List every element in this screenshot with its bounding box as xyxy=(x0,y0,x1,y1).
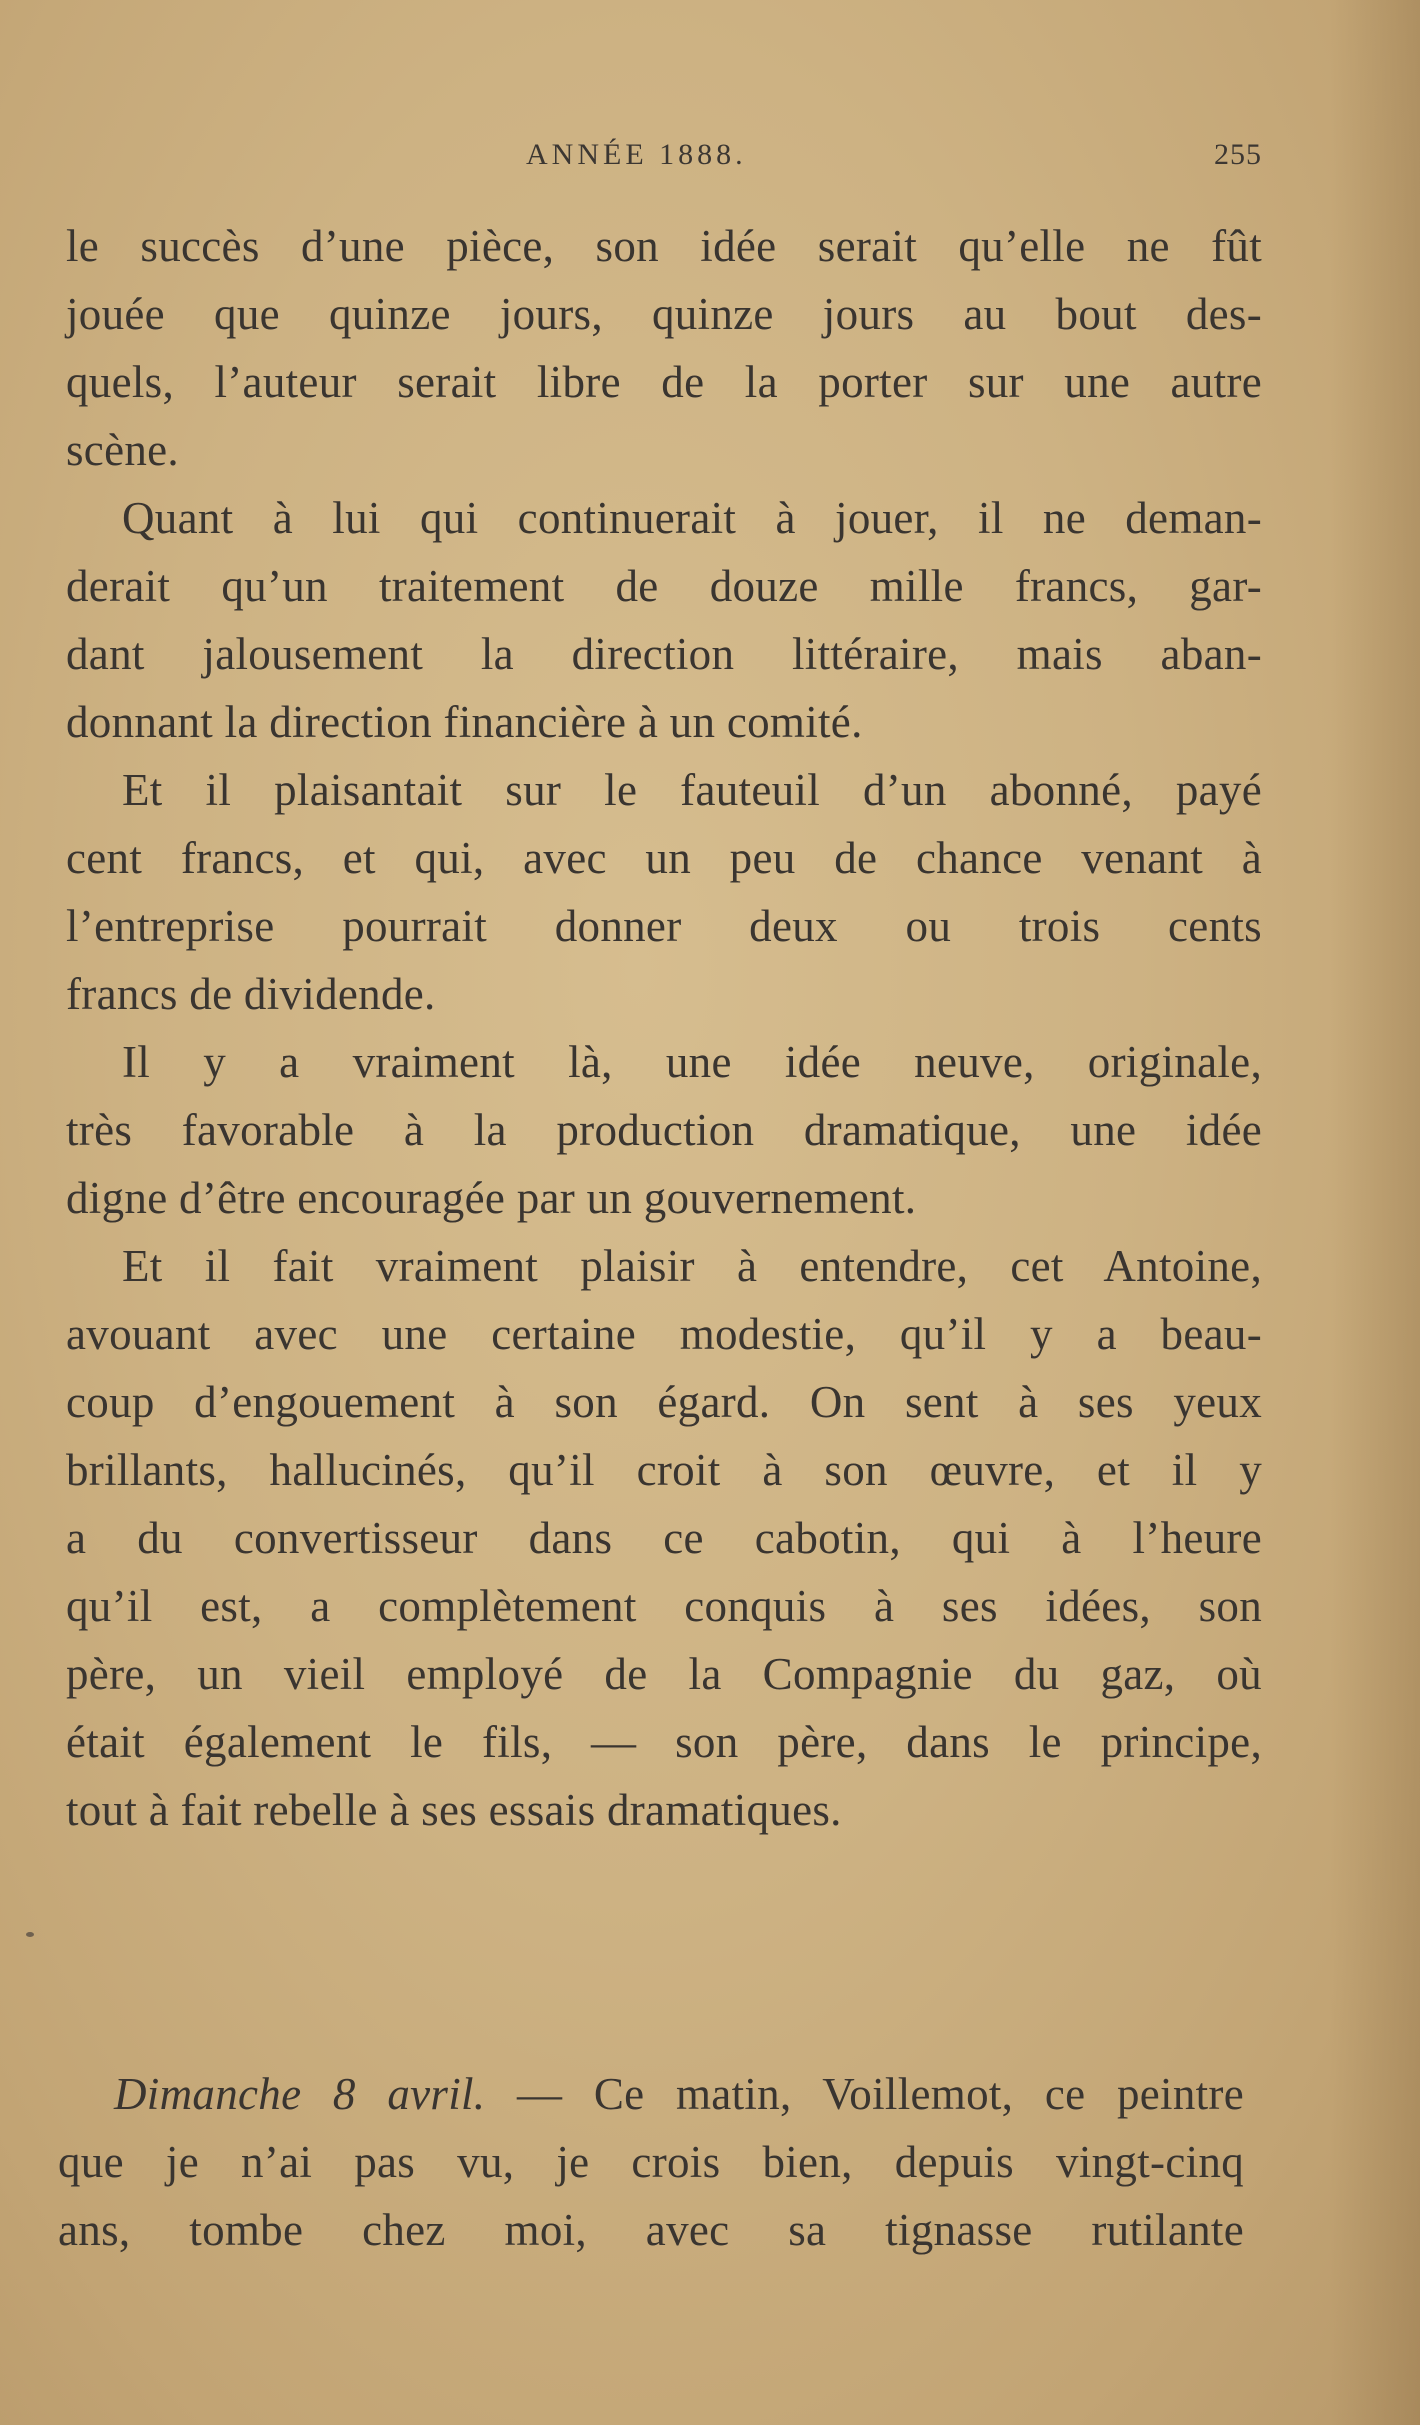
text-line: le succès d’une pièce, son idée serait qu’elle ne fût xyxy=(66,221,1262,271)
paragraph xyxy=(66,212,1262,484)
entry-first-line-text: — Ce matin, Voillemot, ce peintre xyxy=(485,2069,1244,2119)
text-line: l’entreprise pourrait donner deux ou trois cents xyxy=(66,901,1262,951)
page-edge-shadow xyxy=(1330,0,1420,2425)
text-line: Et il fait vraiment plaisir à entendre, cet Antoine, xyxy=(122,1241,1262,1291)
text-line: donnant la direction financière à un comité. xyxy=(66,697,863,747)
paragraph xyxy=(66,756,1262,1028)
text-line: avouant avec une certaine modestie, qu’il y a beau- xyxy=(66,1309,1262,1359)
text-line: Et il plaisantait sur le fauteuil d’un abonné, payé xyxy=(122,765,1262,815)
text-line: dant jalousement la direction littéraire, mais aban- xyxy=(66,629,1262,679)
text-line: père, un vieil employé de la Compagnie du gaz, où xyxy=(66,1649,1262,1699)
text-line: cent francs, et qui, avec un peu de chance venant à xyxy=(66,833,1262,883)
text-line: digne d’être encouragée par un gouvernement. xyxy=(66,1173,917,1223)
text-line: était également le fils, — son père, dans le principe, xyxy=(66,1717,1262,1767)
text-line: a du convertisseur dans ce cabotin, qui à l’heure xyxy=(66,1513,1262,1563)
paragraph xyxy=(66,1028,1262,1232)
ink-speck xyxy=(26,1932,34,1937)
text-line: ans, tombe chez moi, avec sa tignasse rutilante xyxy=(58,2205,1244,2255)
text-line: derait qu’un traitement de douze mille francs, gar- xyxy=(66,561,1262,611)
running-title: ANNÉE 1888. xyxy=(526,138,747,171)
entry-first-line xyxy=(58,2060,1244,2128)
entry-date: Dimanche 8 avril. xyxy=(114,2069,486,2119)
text-line: Quant à lui qui continuerait à jouer, il ne deman- xyxy=(122,493,1262,543)
paragraph xyxy=(66,1232,1262,1844)
text-line: Il y a vraiment là, une idée neuve, originale, xyxy=(122,1037,1262,1087)
text-line: francs de dividende. xyxy=(66,969,436,1019)
text-line: tout à fait rebelle à ses essais dramatiques. xyxy=(66,1785,842,1835)
text-line: coup d’engouement à son égard. On sent à ses yeux xyxy=(66,1377,1262,1427)
text-line: quels, l’auteur serait libre de la porter sur une autre xyxy=(66,357,1262,407)
body-text xyxy=(66,212,1262,1844)
text-line: brillants, hallucinés, qu’il croit à son œuvre, et il y xyxy=(66,1445,1262,1495)
page-number: 255 xyxy=(1214,138,1262,171)
diary-entry xyxy=(58,2060,1244,2264)
paragraph xyxy=(66,484,1262,756)
text-line: que je n’ai pas vu, je crois bien, depuis vingt-cinq xyxy=(58,2137,1244,2187)
text-line: scène. xyxy=(66,425,179,475)
text-line: très favorable à la production dramatique, une idée xyxy=(66,1105,1262,1155)
running-head xyxy=(0,138,1420,178)
text-line: jouée que quinze jours, quinze jours au bout des- xyxy=(66,289,1262,339)
text-line: qu’il est, a complètement conquis à ses idées, son xyxy=(66,1581,1262,1631)
